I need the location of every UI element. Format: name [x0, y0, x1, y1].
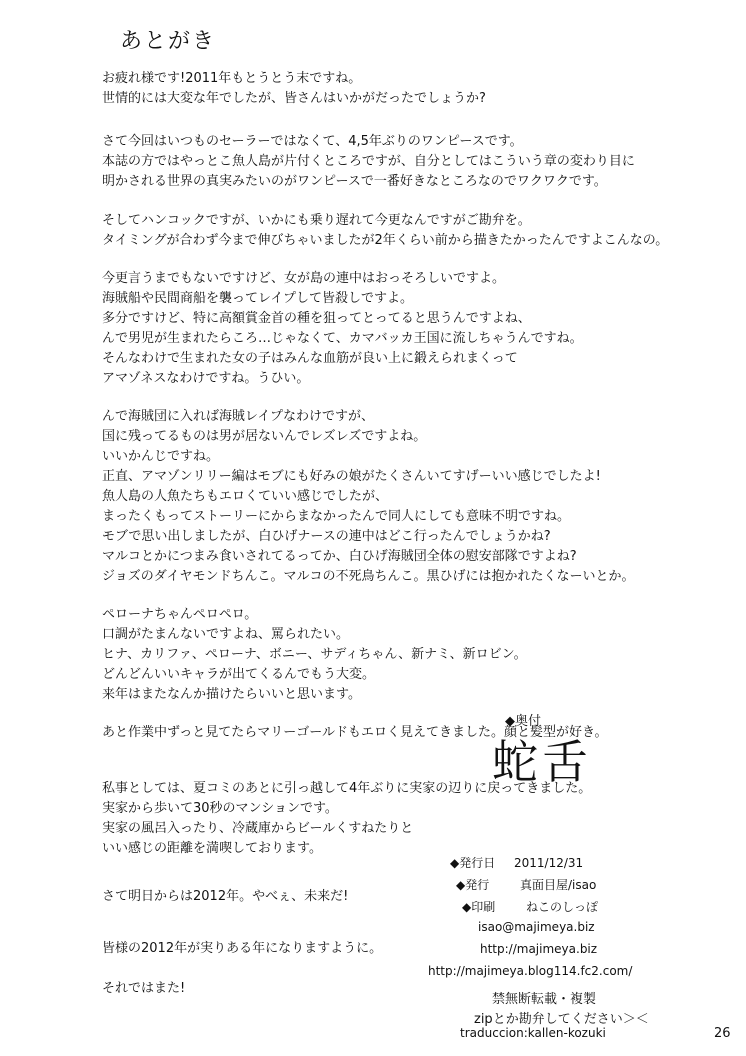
body-line: ジョズのダイヤモンドちんこ。マルコの不死鳥ちんこ。黒ひげには抱かれたくなーいとか。: [102, 569, 635, 584]
colophon-heading: ◆奥付: [505, 714, 541, 729]
colophon-label: ◆印刷: [462, 900, 496, 914]
body-line: 国に残ってるものは男が居ないんでレズレズですよね。: [102, 429, 427, 444]
body-line: 今更言うまでもないですけど、女が島の連中はおっそろしいですよ。: [102, 271, 506, 286]
body-line: 皆様の2012年が実りある年になりますように。: [102, 941, 383, 956]
colophon-website: http://majimeya.biz: [480, 942, 598, 956]
body-line: 実家から歩いて30秒のマンションです。: [102, 801, 338, 816]
colophon-notice: 禁無断転載・複製: [492, 992, 597, 1007]
colophon-row-printer: [462, 898, 598, 915]
body-line: 本誌の方ではやっとこ魚人島が片付くところですが、自分としてはこういう章の変わり目に: [102, 154, 635, 169]
body-line: 明かされる世界の真実みたいのがワンピースで一番好きなところなのでワクワクです。: [102, 174, 607, 189]
body-line: アマゾネスなわけですね。うひい。: [102, 371, 310, 386]
colophon-blog: http://majimeya.blog114.fc2.com/: [428, 964, 633, 978]
body-line: 多分ですけど、特に高額賞金首の種を狙ってとってると思うんですよね、: [102, 311, 531, 326]
body-line: 実家の風呂入ったり、冷蔵庫からビールくすねたりと: [102, 821, 414, 836]
colophon-value: ねこのしっぽ: [526, 900, 599, 914]
colophon-zip-note: zipとか勘弁してください＞＜: [474, 1012, 649, 1027]
body-line: んで海賊団に入れば海賊レイプなわけですが、: [102, 409, 374, 424]
body-line: いいかんじですね。: [102, 449, 220, 464]
body-line: 正直、アマゾンリリー編はモブにも好みの娘がたくさんいてすげーいい感じでしたよ!: [102, 469, 601, 484]
body-line: 来年はまたなんか描けたらいいと思います。: [102, 687, 361, 702]
body-line: マルコとかにつまみ食いされてるってか、白ひげ海賊団全体の慰安部隊ですよね?: [102, 549, 577, 564]
body-line: さて明日からは2012年。やべぇ、未来だ!: [102, 889, 349, 904]
body-line: ヒナ、カリファ、ペローナ、ボニー、サディちゃん、新ナミ、新ロビン。: [102, 647, 527, 662]
body-line: 世情的には大変な年でしたが、皆さんはいかがだったでしょうか?: [102, 91, 486, 106]
body-line: 魚人島の人魚たちもエロくていい感じでしたが、: [102, 489, 389, 504]
body-line: んで男児が生まれたらころ…じゃなくて、カマバッカ王国に流しちゃうんですね。: [102, 331, 583, 346]
body-line: どんどんいいキャラが出てくるんでもう大変。: [102, 667, 376, 682]
circle-name: 蛇舌: [492, 735, 592, 789]
page-number: 26: [714, 1026, 731, 1041]
body-line: まったくもってストーリーにからまなかったんで同人にしても意味不明ですね。: [102, 509, 571, 524]
page-title: あとがき: [120, 29, 217, 54]
colophon: [400, 710, 660, 1030]
translation-credit: traduccion:kallen-kozuki: [460, 1026, 606, 1040]
body-line: 口調がたまんないですよね、罵られたい。: [102, 627, 350, 642]
body-line: さて今回はいつものセーラーではなくて、4,5年ぶりのワンピースです。: [102, 134, 523, 149]
body-line: そんなわけで生まれた女の子はみんな血筋が良い上に鍛えられまくって: [102, 351, 518, 366]
body-line: タイミングが合わず今まで伸びちゃいましたが2年くらい前から描きたかったんですよこんなの。: [102, 233, 669, 248]
body-line: お疲れ様です!2011年もとうとう末ですね。: [102, 71, 362, 86]
colophon-row-date: [450, 854, 583, 871]
body-line: モブで思い出しましたが、白ひげナースの連中はどこ行ったんでしょうかね?: [102, 529, 551, 544]
body-line: いい感じの距離を満喫しております。: [102, 841, 322, 856]
body-line: そしてハンコックですが、いかにも乗り遅れて今更なんですがご勘弁を。: [102, 213, 531, 228]
colophon-label: ◆発行日: [450, 856, 496, 870]
body-line: 海賊船や民間商船を襲ってレイプして皆殺しですよ。: [102, 291, 413, 306]
colophon-row-publisher: [456, 876, 596, 893]
colophon-value: 真面目屋/isao: [520, 878, 597, 892]
body-line: あと作業中ずっと見てたらマリーゴールドもエロく見えてきました。顔と髪型が好き。: [102, 725, 608, 740]
colophon-value: 2011/12/31: [514, 856, 584, 870]
body-line: 私事としては、夏コミのあとに引っ越して4年ぶりに実家の辺りに戻ってきました。: [102, 781, 592, 796]
body-line: ペローナちゃんペロペロ。: [102, 607, 258, 622]
colophon-label: ◆発行: [456, 878, 490, 892]
body-line: それではまた!: [102, 981, 186, 996]
colophon-email: isao@majimeya.biz: [478, 920, 595, 934]
